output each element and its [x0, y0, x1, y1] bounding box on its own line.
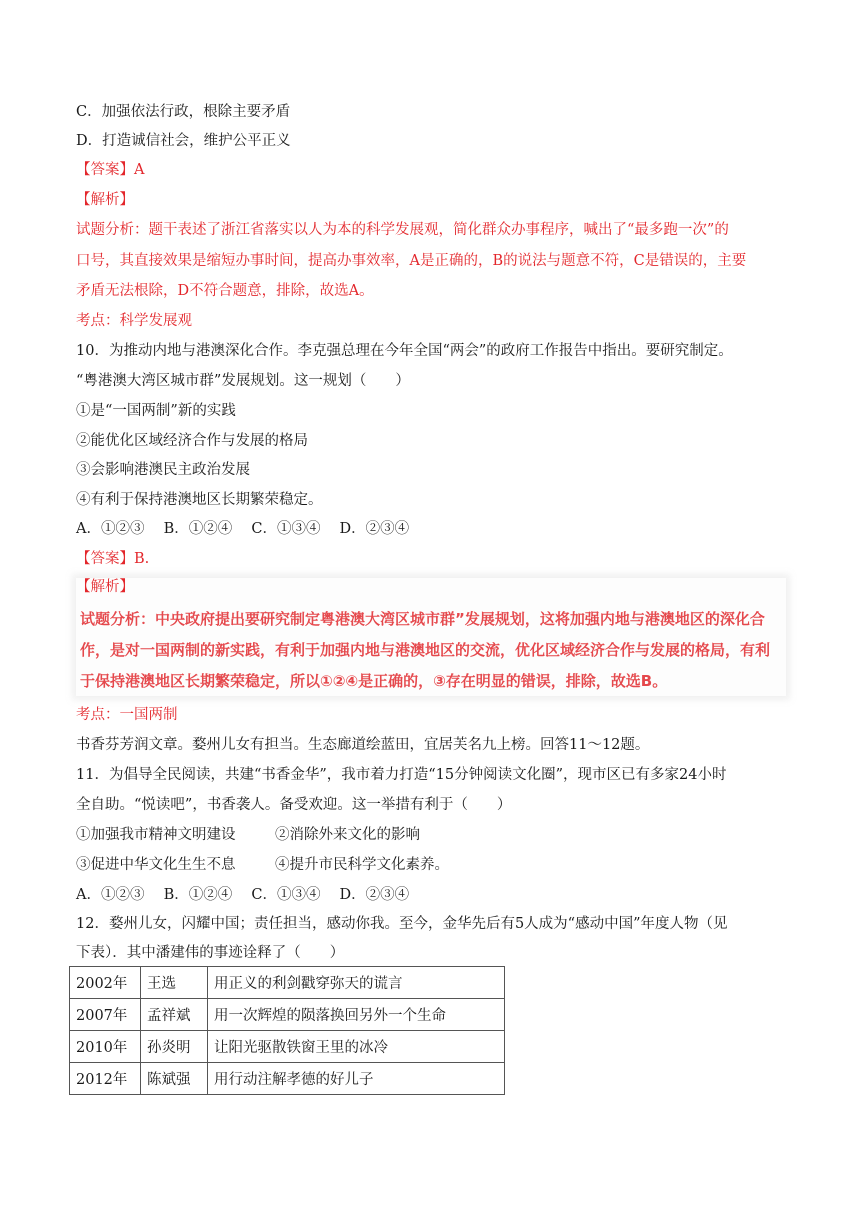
q9-answer: 【答案】A: [76, 162, 145, 178]
q11-item: ④提升市民科学文化素养。: [275, 857, 449, 873]
deed-cell: 用正义的利剑戳穿弥天的谎言: [208, 967, 505, 999]
q9-knowledge-point: 考点：科学发展观: [76, 313, 192, 329]
q10-item: ④有利于保持港澳地区长期繁荣稳定。: [76, 492, 323, 508]
q9-option-d: D．打造诚信社会，维护公平正义: [76, 133, 291, 149]
person-cell: 王选: [141, 967, 208, 999]
table-row: [70, 1063, 505, 1095]
q10-item: ①是“一国两制”新的实践: [76, 403, 236, 419]
person-cell: 陈斌强: [141, 1063, 208, 1095]
deed-cell: 让阳光驱散铁窗王里的冰冷: [208, 1031, 505, 1063]
q10-analysis-image: [76, 578, 786, 696]
q10-analysis-label: 【解析】: [76, 579, 134, 595]
q10-analysis-line: 作，是对一国两制的新实践，有利于加强内地与港澳地区的交流，优化区域经济合作与发展的格局，有利: [80, 641, 771, 659]
person-cell: 孟祥斌: [141, 999, 208, 1031]
year-cell: 2012年: [70, 1063, 141, 1095]
q11-item: ②消除外来文化的影响: [275, 827, 420, 843]
q12-stem: 下表）．其中潘建伟的事迹诠释了（ ）: [76, 945, 345, 961]
deed-cell: 用一次辉煌的陨落换回另外一个生命: [208, 999, 505, 1031]
year-cell: 2007年: [70, 999, 141, 1031]
year-cell: 2002年: [70, 967, 141, 999]
q12-stem: 12．婺州儿女，闪耀中国；责任担当，感动你我。至今，金华先后有5人成为“感动中国”年度人物（见: [76, 916, 728, 932]
q10-options: A．①②③ B．①②④ C．①③④ D．②③④: [76, 521, 410, 537]
q10-item: ②能优化区域经济合作与发展的格局: [76, 433, 308, 449]
intro-11-12: 书香芬芳润文章。婺州儿女有担当。生态廊道绘蓝田，宜居芙名九上榜。回答11～12题。: [76, 737, 650, 753]
q11-stem: 11．为倡导全民阅读，共建“书香金华”，我市着力打造“15分钟阅读文化圈”，现市区已有多家24小时: [76, 767, 727, 783]
q11-item: ①加强我市精神文明建设: [76, 827, 236, 843]
table-row: [70, 967, 505, 999]
q10-analysis-line: 于保持港澳地区长期繁荣稳定，所以①②④是正确的，③存在明显的错误，排除，故选B。: [80, 672, 668, 690]
q10-analysis-line: 试题分析：中央政府提出要研究制定粤港澳大湾区城市群”发展规划，这将加强内地与港澳地区的深化合: [80, 610, 765, 628]
honoree-table: [69, 966, 505, 1095]
deed-cell: 用行动注解孝德的好儿子: [208, 1063, 505, 1095]
q9-option-c: C．加强依法行政，根除主要矛盾: [76, 104, 291, 120]
q9-analysis-line: 试题分析：题干表述了浙江省落实以人为本的科学发展观，简化群众办事程序，喊出了“最多跑一次”的: [76, 222, 729, 238]
year-cell: 2010年: [70, 1031, 141, 1063]
q10-stem: “粤港澳大湾区城市群”发展规划。这一规划（ ）: [76, 373, 410, 389]
person-cell: 孙炎明: [141, 1031, 208, 1063]
table-row: [70, 1031, 505, 1063]
q10-knowledge-point: 考点：一国两制: [76, 707, 178, 723]
q10-stem: 10．为推动内地与港澳深化合作。李克强总理在今年全国“两会”的政府工作报告中指出。要研究制定。: [76, 343, 733, 359]
q9-analysis-line: 矛盾无法根除，D不符合题意，排除，故选A。: [76, 283, 374, 299]
q9-analysis-line: 口号，其直接效果是缩短办事时间，提高办事效率，A是正确的，B的说法与题意不符，C是错误的，主要: [76, 253, 747, 269]
q10-answer: 【答案】B.: [76, 551, 150, 567]
q9-analysis-label: 【解析】: [76, 192, 134, 208]
q11-stem: 全自助。“悦读吧”，书香袭人。备受欢迎。这一举措有利于（ ）: [76, 797, 512, 813]
q11-item: ③促进中华文化生生不息: [76, 857, 236, 873]
q10-item: ③会影响港澳民主政治发展: [76, 462, 250, 478]
q11-options: A．①②③ B．①②④ C．①③④ D．②③④: [76, 887, 410, 903]
table-row: [70, 999, 505, 1031]
